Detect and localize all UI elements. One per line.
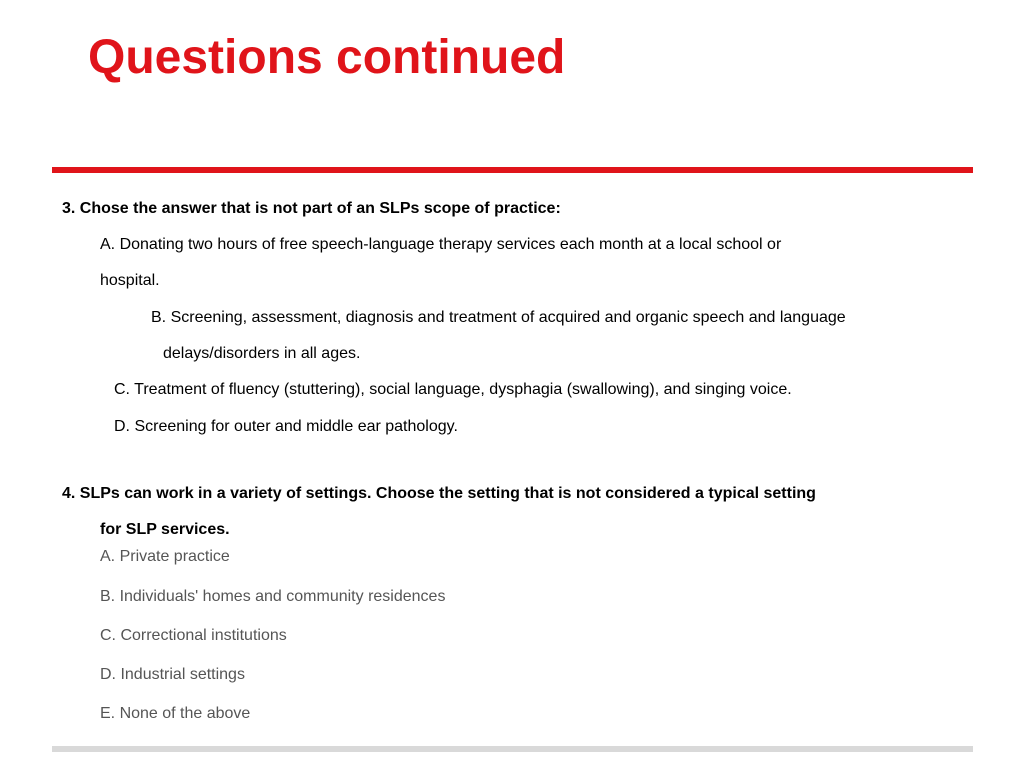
question-4-option-a: A. Private practice	[100, 548, 230, 565]
question-3-option-c: C. Treatment of fluency (stuttering), social language, dysphagia (swallowing), and singing voice.	[114, 381, 792, 398]
question-4-option-d: D. Industrial settings	[100, 666, 245, 683]
question-3-option-a: A. Donating two hours of free speech-language therapy services each month at a local school or	[100, 236, 782, 253]
question-3-option-d: D. Screening for outer and middle ear pathology.	[114, 418, 458, 435]
title-divider	[52, 167, 973, 173]
question-3-option-b-continued: delays/disorders in all ages.	[163, 345, 361, 362]
question-3-option-b: B. Screening, assessment, diagnosis and treatment of acquired and organic speech and language	[151, 309, 846, 326]
slide-title: Questions continued	[88, 31, 566, 84]
question-4-option-c: C. Correctional institutions	[100, 627, 287, 644]
question-4-prompt-continued: for SLP services.	[100, 521, 230, 538]
question-4-option-e: E. None of the above	[100, 705, 251, 722]
question-4-prompt: 4. SLPs can work in a variety of settings. Choose the setting that is not considered a typical setting	[62, 485, 816, 502]
question-4-option-b: B. Individuals' homes and community residences	[100, 588, 446, 605]
footer-divider	[52, 746, 973, 752]
question-3-option-a-continued: hospital.	[100, 272, 160, 289]
question-3-prompt: 3. Chose the answer that is not part of an SLPs scope of practice:	[62, 200, 561, 217]
